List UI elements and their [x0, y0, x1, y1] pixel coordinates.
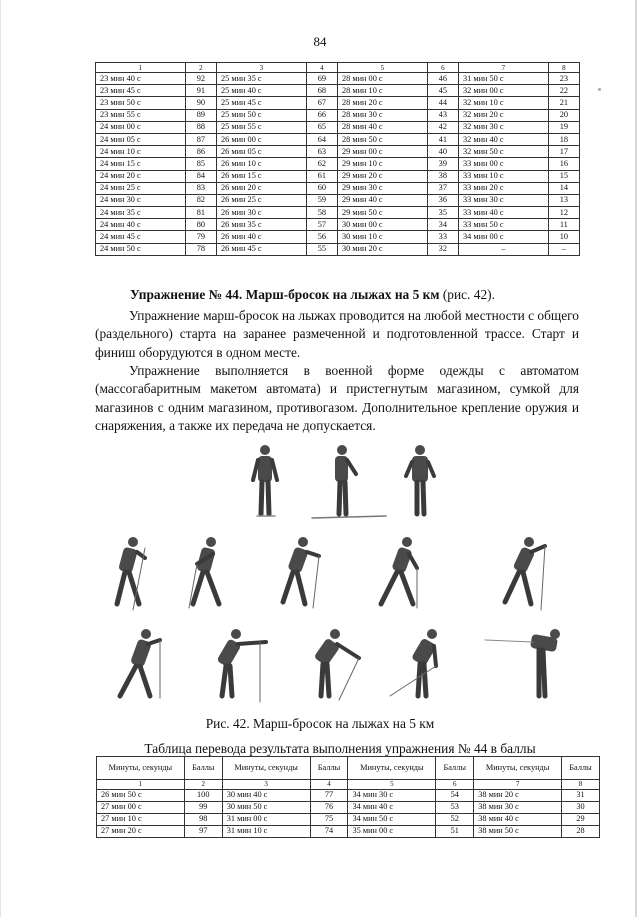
points-cell: 67 — [306, 97, 337, 109]
points-cell: 59 — [306, 194, 337, 206]
table-row — [96, 109, 580, 121]
header-points: Баллы — [561, 757, 599, 780]
col-number: 5 — [348, 780, 436, 790]
points-cell: 52 — [436, 813, 474, 825]
column-number-row — [97, 780, 600, 790]
exercise-title-bold: Упражнение № 44. Марш-бросок на лыжах на 5 км — [130, 287, 440, 302]
points-cell: 55 — [306, 243, 337, 255]
points-cell: 82 — [185, 194, 216, 206]
points-cell: 32 — [427, 243, 458, 255]
skier-figure — [189, 537, 219, 608]
time-cell: 24 мин 50 с — [96, 243, 186, 255]
time-cell: 33 мин 20 с — [458, 182, 548, 194]
points-cell: 36 — [427, 194, 458, 206]
time-cell: 27 мин 10 с — [97, 813, 185, 825]
points-cell: 85 — [185, 158, 216, 170]
time-cell: 30 мин 10 с — [337, 231, 427, 243]
col-number: 2 — [185, 63, 216, 73]
time-cell: 29 мин 30 с — [337, 182, 427, 194]
time-cell: 32 мин 10 с — [458, 97, 548, 109]
points-cell: 12 — [548, 207, 579, 219]
points-cell: 22 — [548, 85, 579, 97]
header-row — [97, 757, 600, 780]
time-cell: 29 мин 40 с — [337, 194, 427, 206]
time-cell: 30 мин 50 с — [222, 801, 310, 813]
time-cell: 33 мин 00 с — [458, 158, 548, 170]
time-cell: 38 мин 20 с — [474, 789, 562, 801]
paragraph-text: Упражнение выполняется в военной форме одежды с автоматом (массогабаритным макетом автомата) и пристегнутым магазином, сумкой для магазинов с одним магазином, противогазом. Дополнительное крепление оружия и снаряжения, а также их передача не допускается. — [95, 363, 579, 433]
skier-figure — [314, 629, 359, 700]
header-time: Минуты, секунды — [222, 757, 310, 780]
points-cell: 20 — [548, 109, 579, 121]
table-row — [96, 133, 580, 145]
time-cell: 24 мин 35 с — [96, 207, 186, 219]
col-number: 4 — [310, 780, 348, 790]
points-cell: 19 — [548, 121, 579, 133]
time-cell: 26 мин 50 с — [97, 789, 185, 801]
paragraph-text: Упражнение марш-бросок на лыжах проводится на любой местности с общего (раздельного) старта на заранее размеченной и подготовленной трассе. Старт и финиш оборудуются в одном месте. — [95, 308, 579, 360]
col-number: 8 — [561, 780, 599, 790]
points-cell: 86 — [185, 146, 216, 158]
skier-figure — [312, 445, 386, 518]
points-cell: 23 — [548, 73, 579, 85]
points-cell: 81 — [185, 207, 216, 219]
skier-figure — [216, 629, 266, 702]
points-cell: 74 — [310, 825, 348, 837]
time-cell: 26 мин 40 с — [216, 231, 306, 243]
points-cell: 83 — [185, 182, 216, 194]
time-cell: 28 мин 50 с — [337, 133, 427, 145]
header-time: Минуты, секунды — [97, 757, 185, 780]
skier-figure — [120, 629, 160, 698]
points-cell: 79 — [185, 231, 216, 243]
time-cell: 24 мин 05 с — [96, 133, 186, 145]
col-number: 2 — [184, 780, 222, 790]
time-cell: 23 мин 50 с — [96, 97, 186, 109]
col-number: 3 — [216, 63, 306, 73]
table-row — [96, 170, 580, 182]
points-cell: 28 — [561, 825, 599, 837]
time-cell: 25 мин 40 с — [216, 85, 306, 97]
points-cell: 54 — [436, 789, 474, 801]
points-cell: 29 — [561, 813, 599, 825]
time-cell: 29 мин 00 с — [337, 146, 427, 158]
time-cell: 34 мин 00 с — [458, 231, 548, 243]
time-cell: 31 мин 50 с — [458, 73, 548, 85]
points-cell: 42 — [427, 121, 458, 133]
table-row — [96, 207, 580, 219]
points-cell: 69 — [306, 73, 337, 85]
points-cell: 17 — [548, 146, 579, 158]
time-cell: 24 мин 15 с — [96, 158, 186, 170]
time-cell: 31 мин 00 с — [222, 813, 310, 825]
points-cell: 61 — [306, 170, 337, 182]
exercise-title-ref: (рис. 42). — [439, 287, 495, 302]
points-cell: 31 — [561, 789, 599, 801]
points-cell: 41 — [427, 133, 458, 145]
points-cell: 92 — [185, 73, 216, 85]
time-cell: 25 мин 35 с — [216, 73, 306, 85]
time-cell: 33 мин 10 с — [458, 170, 548, 182]
paragraph — [95, 307, 579, 362]
score-table-continued — [95, 62, 580, 256]
points-cell: 16 — [548, 158, 579, 170]
time-cell: 38 мин 30 с — [474, 801, 562, 813]
points-cell: 21 — [548, 97, 579, 109]
points-cell: 65 — [306, 121, 337, 133]
time-cell: 24 мин 45 с — [96, 231, 186, 243]
table-row — [96, 243, 580, 255]
points-cell: 88 — [185, 121, 216, 133]
table-row — [97, 789, 600, 801]
time-cell: 26 мин 10 с — [216, 158, 306, 170]
time-cell: 28 мин 30 с — [337, 109, 427, 121]
time-cell: 26 мин 30 с — [216, 207, 306, 219]
col-number: 5 — [337, 63, 427, 73]
time-cell: 30 мин 00 с — [337, 219, 427, 231]
col-number: 1 — [96, 63, 186, 73]
points-cell: 10 — [548, 231, 579, 243]
table-row — [96, 231, 580, 243]
exercise-title — [130, 287, 495, 303]
skier-illustration — [95, 438, 580, 713]
col-number: 1 — [97, 780, 185, 790]
points-cell: 60 — [306, 182, 337, 194]
points-cell: 38 — [427, 170, 458, 182]
points-cell: 35 — [427, 207, 458, 219]
points-cell: 90 — [185, 97, 216, 109]
col-number: 6 — [436, 780, 474, 790]
time-cell: 34 мин 40 с — [348, 801, 436, 813]
points-cell: 13 — [548, 194, 579, 206]
time-cell: 26 мин 05 с — [216, 146, 306, 158]
table-row — [96, 121, 580, 133]
points-cell: 89 — [185, 109, 216, 121]
table-row — [96, 158, 580, 170]
col-number: 3 — [222, 780, 310, 790]
points-cell: 87 — [185, 133, 216, 145]
time-cell: 26 мин 35 с — [216, 219, 306, 231]
points-cell: 43 — [427, 109, 458, 121]
time-cell: 28 мин 00 с — [337, 73, 427, 85]
points-cell: 34 — [427, 219, 458, 231]
time-cell: 31 мин 10 с — [222, 825, 310, 837]
time-cell: 34 мин 50 с — [348, 813, 436, 825]
time-cell: 24 мин 00 с — [96, 121, 186, 133]
table-row — [96, 73, 580, 85]
points-cell: 98 — [184, 813, 222, 825]
time-cell: 26 мин 45 с — [216, 243, 306, 255]
points-cell: 76 — [310, 801, 348, 813]
time-cell: 34 мин 30 с — [348, 789, 436, 801]
col-number: 6 — [427, 63, 458, 73]
time-cell: 29 мин 50 с — [337, 207, 427, 219]
skier-figure — [381, 537, 417, 608]
scan-speck — [598, 88, 601, 91]
points-cell: 51 — [436, 825, 474, 837]
points-cell: 58 — [306, 207, 337, 219]
time-cell: 25 мин 55 с — [216, 121, 306, 133]
time-cell: 32 мин 00 с — [458, 85, 548, 97]
points-cell: 18 — [548, 133, 579, 145]
time-cell: 24 мин 25 с — [96, 182, 186, 194]
time-cell: 26 мин 20 с — [216, 182, 306, 194]
figure-caption: Рис. 42. Марш-бросок на лыжах на 5 км — [205, 716, 435, 731]
time-cell: 30 мин 40 с — [222, 789, 310, 801]
skier-figure — [117, 537, 145, 610]
time-cell: 24 мин 20 с — [96, 170, 186, 182]
time-cell: 25 мин 50 с — [216, 109, 306, 121]
header-time: Минуты, секунды — [474, 757, 562, 780]
points-cell: 14 — [548, 182, 579, 194]
skier-figure — [253, 445, 277, 516]
points-cell: 75 — [310, 813, 348, 825]
table-row — [96, 182, 580, 194]
points-cell: 78 — [185, 243, 216, 255]
points-cell: 40 — [427, 146, 458, 158]
paragraph — [95, 362, 579, 435]
header-points: Баллы — [184, 757, 222, 780]
time-cell: 33 мин 50 с — [458, 219, 548, 231]
time-cell: 24 мин 30 с — [96, 194, 186, 206]
time-cell: 24 мин 10 с — [96, 146, 186, 158]
time-cell: 26 мин 15 с — [216, 170, 306, 182]
time-cell: 33 мин 30 с — [458, 194, 548, 206]
time-cell: 23 мин 45 с — [96, 85, 186, 97]
time-cell: 29 мин 20 с — [337, 170, 427, 182]
points-cell: 91 — [185, 85, 216, 97]
column-number-row — [96, 63, 580, 73]
header-time: Минуты, секунды — [348, 757, 436, 780]
col-number: 8 — [548, 63, 579, 73]
points-cell: 11 — [548, 219, 579, 231]
time-cell: 32 мин 30 с — [458, 121, 548, 133]
time-cell: – — [458, 243, 548, 255]
header-points: Баллы — [310, 757, 348, 780]
points-cell: 97 — [184, 825, 222, 837]
time-cell: 26 мин 00 с — [216, 133, 306, 145]
table-row — [97, 813, 600, 825]
table-row — [97, 825, 600, 837]
points-cell: 46 — [427, 73, 458, 85]
table-title: Таблица перевода результата выполнения упражнения № 44 в баллы — [144, 741, 536, 756]
points-cell: 99 — [184, 801, 222, 813]
time-cell: 32 мин 50 с — [458, 146, 548, 158]
time-cell: 28 мин 10 с — [337, 85, 427, 97]
table-row — [96, 219, 580, 231]
page-edge-right — [635, 0, 637, 917]
points-cell: 15 — [548, 170, 579, 182]
points-cell: 45 — [427, 85, 458, 97]
skier-figure — [283, 537, 319, 608]
points-cell: 30 — [561, 801, 599, 813]
col-number: 7 — [474, 780, 562, 790]
points-cell: 39 — [427, 158, 458, 170]
page-edge-left — [0, 0, 1, 917]
points-cell: 64 — [306, 133, 337, 145]
time-cell: 27 мин 00 с — [97, 801, 185, 813]
page-number: 84 — [313, 34, 327, 49]
points-cell: 63 — [306, 146, 337, 158]
skier-figure — [485, 629, 560, 696]
header-points: Баллы — [436, 757, 474, 780]
time-cell: 25 мин 45 с — [216, 97, 306, 109]
points-cell: 84 — [185, 170, 216, 182]
score-conversion-table — [96, 756, 600, 838]
table-row — [97, 801, 600, 813]
time-cell: 28 мин 40 с — [337, 121, 427, 133]
time-cell: 32 мин 40 с — [458, 133, 548, 145]
table-row — [96, 194, 580, 206]
time-cell: 30 мин 20 с — [337, 243, 427, 255]
time-cell: 33 мин 40 с — [458, 207, 548, 219]
points-cell: – — [548, 243, 579, 255]
points-cell: 37 — [427, 182, 458, 194]
points-cell: 66 — [306, 109, 337, 121]
time-cell: 32 мин 20 с — [458, 109, 548, 121]
skier-figure — [390, 629, 437, 696]
table-row — [96, 97, 580, 109]
points-cell: 57 — [306, 219, 337, 231]
time-cell: 23 мин 40 с — [96, 73, 186, 85]
time-cell: 29 мин 10 с — [337, 158, 427, 170]
time-cell: 24 мин 40 с — [96, 219, 186, 231]
points-cell: 100 — [184, 789, 222, 801]
table-row — [96, 85, 580, 97]
table-row — [96, 146, 580, 158]
time-cell: 23 мин 55 с — [96, 109, 186, 121]
points-cell: 80 — [185, 219, 216, 231]
col-number: 7 — [458, 63, 548, 73]
skier-figure — [406, 445, 434, 514]
points-cell: 53 — [436, 801, 474, 813]
time-cell: 27 мин 20 с — [97, 825, 185, 837]
points-cell: 62 — [306, 158, 337, 170]
time-cell: 38 мин 50 с — [474, 825, 562, 837]
points-cell: 68 — [306, 85, 337, 97]
col-number: 4 — [306, 63, 337, 73]
time-cell: 26 мин 25 с — [216, 194, 306, 206]
skier-figure — [505, 537, 545, 610]
points-cell: 56 — [306, 231, 337, 243]
time-cell: 28 мин 20 с — [337, 97, 427, 109]
time-cell: 35 мин 00 с — [348, 825, 436, 837]
points-cell: 33 — [427, 231, 458, 243]
time-cell: 38 мин 40 с — [474, 813, 562, 825]
points-cell: 44 — [427, 97, 458, 109]
points-cell: 77 — [310, 789, 348, 801]
